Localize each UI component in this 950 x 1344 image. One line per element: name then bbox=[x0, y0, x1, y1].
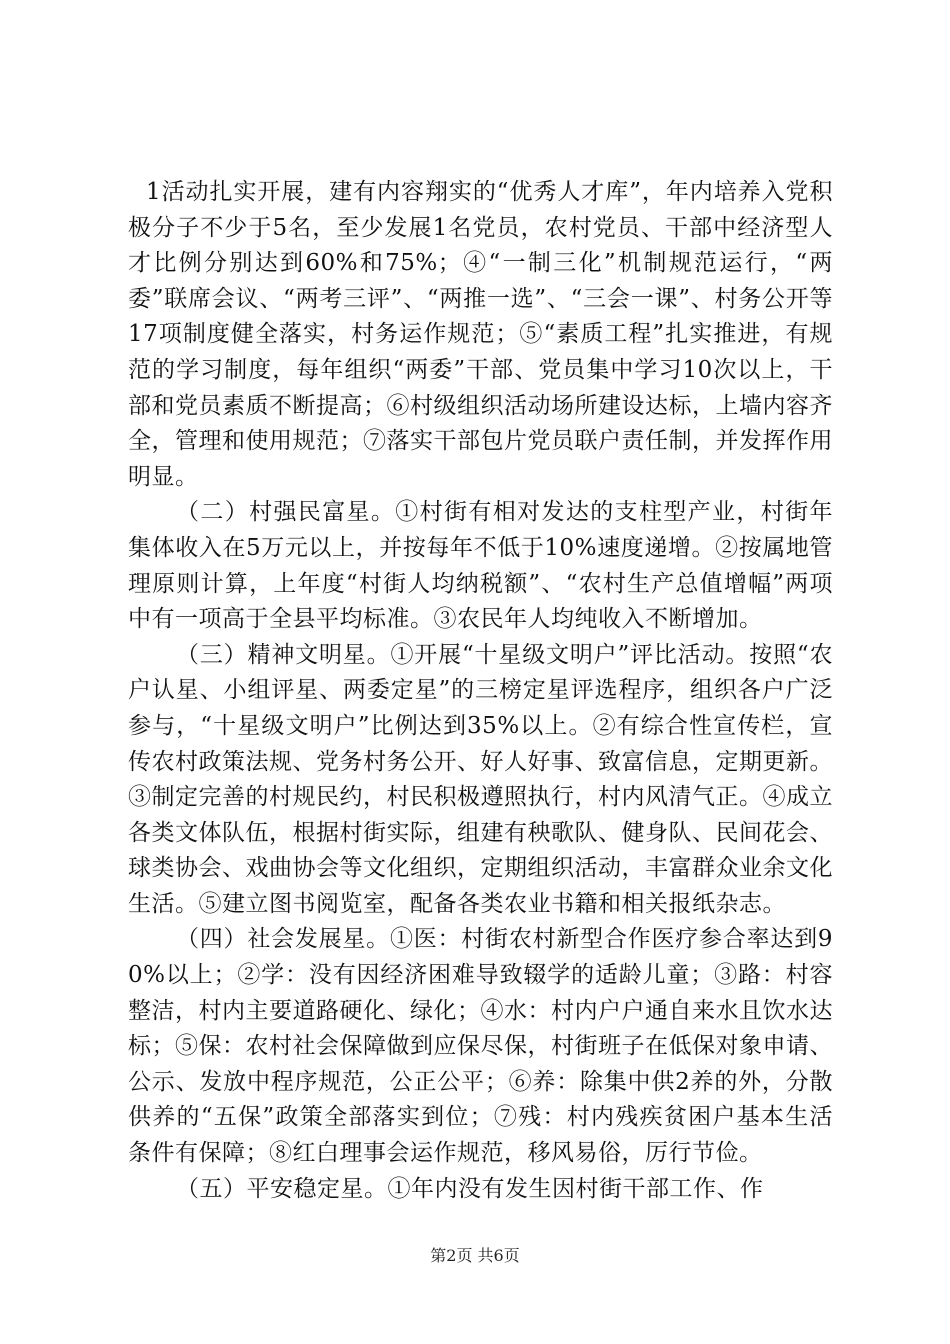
paragraph-talent-pool: 1活动扎实开展，建有内容翔实的“优秀人才库”，年内培养入党积极分子不少于5名，至少发展1名党员，农村党员、干部中经济型人才比例分别达到60%和75%；④“一制三化”机制规范运行，“两委”联席会议、“两考三评”、“两推一选”、“三会一课”、村务公开等17项制度健全落实，村务运作规范；⑤“素质工程”扎实推进，有规范的学习制度，每年组织“两委”干部、党员集中学习10次以上，干部和党员素质不断提高；⑥村级组织活动场所建设达标，上墙内容齐全，管理和使用规范；⑦落实干部包片党员联户责任制，并发挥作用明显。 bbox=[128, 179, 833, 490]
document-body bbox=[128, 175, 833, 1207]
paragraph-spiritual-civilization-star: （三）精神文明星。①开展“十星级文明户”评比活动。按照“农户认星、小组评星、两委定星”的三榜定星评选程序，组织各户广泛参与，“十星级文明户”比例达到35%以上。②有综合性宣传栏，宣传农村政策法规、党务村务公开、好人好事、致富信息，定期更新。③制定完善的村规民约，村民积极遵照执行，村内风清气正。④成立各类文体队伍，根据村街实际，组建有秧歌队、健身队、民间花会、球类协会、戏曲协会等文化组织，定期组织活动，丰富群众业余文化生活。⑤建立图书阅览室，配备各类农业书籍和相关报纸杂志。 bbox=[128, 641, 833, 917]
paragraph-safety-stability-star: （五）平安稳定星。①年内没有发生因村街干部工作、作 bbox=[176, 1175, 764, 1202]
paragraph-village-strong-star: （二）村强民富星。①村街有相对发达的支柱型产业，村街年集体收入在5万元以上，并按每年不低于10%速度递增。②按属地管理原则计算，上年度“村街人均纳税额”、“农村生产总值增幅”两项中有一项高于全县平均标准。③农民年人均纯收入不断增加。 bbox=[128, 499, 833, 633]
paragraph-social-development-star: （四）社会发展星。①医：村街农村新型合作医疗参合率达到90%以上；②学：没有因经济困难导致辍学的适龄儿童；③路：村容整洁，村内主要道路硬化、绿化；④水：村内户户通自来水且饮水达标；⑤保：农村社会保障做到应保尽保，村街班子在低保对象申请、公示、发放中程序规范，公正公平；⑥养：除集中供2养的外，分散供养的“五保”政策全部落实到位；⑦残：村内残疾贫困户基本生活条件有保障；⑧红白理事会运作规范，移风易俗，厉行节俭。 bbox=[128, 926, 833, 1167]
page-footer: 第2页 共6页 bbox=[430, 1246, 520, 1265]
